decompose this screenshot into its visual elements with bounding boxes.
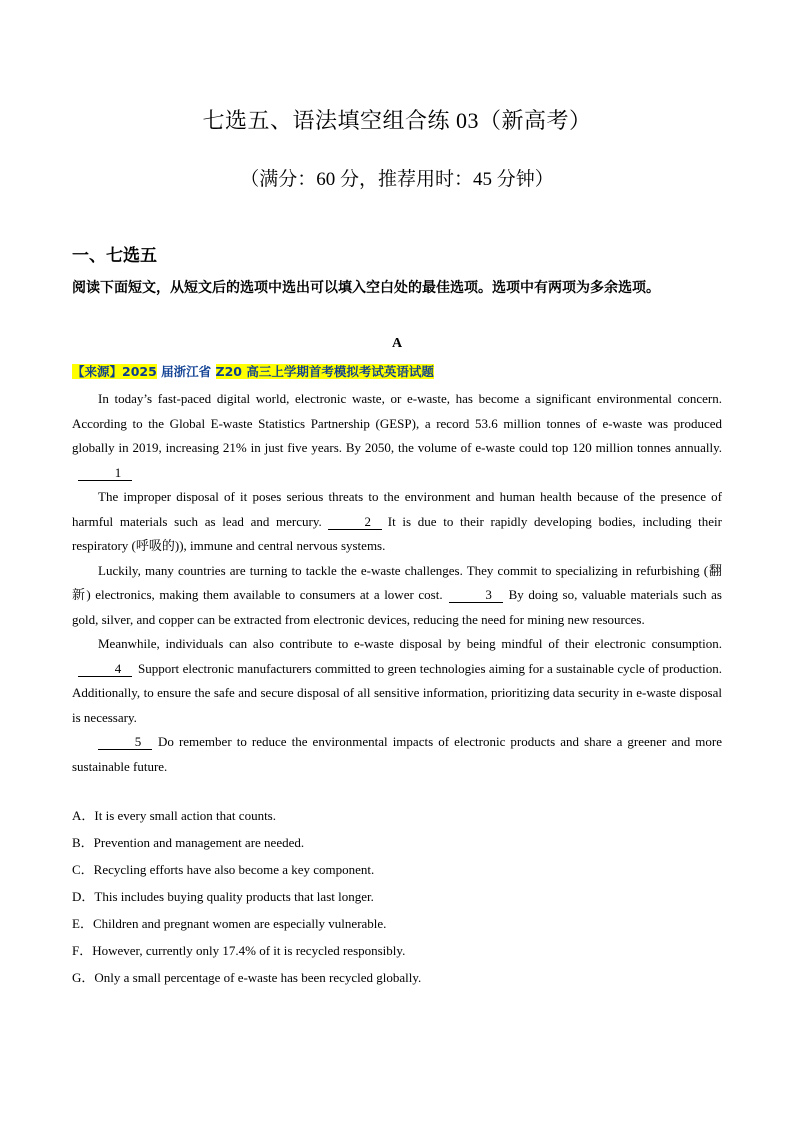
blank-4[interactable]: 4 xyxy=(78,661,132,677)
source-year: 2025 xyxy=(122,364,157,379)
section-heading: 一、七选五 xyxy=(72,246,157,266)
paragraph-3 xyxy=(72,559,722,633)
option-c[interactable] xyxy=(72,859,722,886)
option-text: Only a small percentage of e-waste has been recycled globally. xyxy=(94,970,422,985)
option-letter: A． xyxy=(72,808,95,823)
paragraph-5-text: Do remember to reduce the environmental impacts of electronic products and share a greener and more sustainable future. xyxy=(72,734,722,774)
source-bracket: 【来源】 xyxy=(72,364,123,379)
option-a[interactable] xyxy=(72,805,722,832)
paragraph-4-text-b: Support electronic manufacturers committed to green technologies aiming for a sustainable cycle of production. Additionally, to ensure the safe and secure disposal of all sensitive information, prioritizing data security in e-waste disposal is necessary. xyxy=(72,660,722,725)
blank-2[interactable]: 2 xyxy=(328,514,382,530)
paragraph-3-text-b: By doing so, valuable materials such as gold, silver, and copper can be extracted from electronic devices, reducing the need for mining new resources. xyxy=(72,587,722,627)
option-g[interactable] xyxy=(72,967,722,994)
paragraph-4-text-a: Meanwhile, individuals can also contribute to e-waste disposal by being mindful of their electronic consumption. xyxy=(98,636,722,651)
option-d[interactable] xyxy=(72,886,722,913)
option-text: Recycling efforts have also become a key component. xyxy=(93,862,375,877)
paragraph-1-text: In today’s fast-paced digital world, electronic waste, or e-waste, has become a significant environmental concern. According to the Global E-waste Statistics Partnership (GESP), a record 53.6 million tonnes of e-waste was produced globally in 2019, increasing 21% in just five years. By 2050, the volume of e-waste could top 120 million tonnes annually. xyxy=(72,391,722,455)
section-instructions: 阅读下面短文，从短文后的选项中选出可以填入空白处的最佳选项。选项中有两项为多余选项。 xyxy=(72,280,660,296)
option-text: It is every small action that counts. xyxy=(94,808,276,823)
passage-label: A xyxy=(391,336,403,351)
option-letter: C． xyxy=(72,862,94,877)
option-b[interactable] xyxy=(72,832,722,859)
options-list xyxy=(72,805,722,994)
option-text: However, currently only 17.4% of it is recycled responsibly. xyxy=(92,943,406,958)
option-letter: D． xyxy=(72,889,95,904)
passage-body xyxy=(72,387,722,779)
blank-1[interactable]: 1 xyxy=(78,465,132,481)
source-tail: 高三上学期首考模拟考试英语试题 xyxy=(242,364,434,379)
blank-5[interactable]: 5 xyxy=(98,734,152,750)
passage-source xyxy=(72,362,434,380)
option-letter: F． xyxy=(72,943,93,958)
paragraph-2-text-a: The improper disposal of it poses serious threats to the environment and human health because of the presence of harmful materials such as lead and mercury. xyxy=(72,489,722,529)
paragraph-1 xyxy=(72,387,722,485)
paragraph-2 xyxy=(72,485,722,559)
source-mid: 届浙江省 xyxy=(156,364,216,379)
paragraph-3-text-a: Luckily, many countries are turning to tackle the e-waste challenges. They commit to specializing in refurbishing (翻新) electronics, making them available to consumers at a lower cost. xyxy=(72,562,722,602)
paragraph-4 xyxy=(72,632,722,730)
paragraph-5 xyxy=(72,730,722,779)
option-text: This includes buying quality products that last longer. xyxy=(94,889,374,904)
blank-3[interactable]: 3 xyxy=(449,587,503,603)
page-subtitle: （满分：60 分，推荐用时：45 分钟） xyxy=(240,169,554,190)
option-text: Prevention and management are needed. xyxy=(93,835,305,850)
source-z20: Z20 xyxy=(215,364,242,379)
option-text: Children and pregnant women are especially vulnerable. xyxy=(92,916,387,931)
option-letter: G． xyxy=(72,970,95,985)
page-title: 七选五、语法填空组合练 03（新高考） xyxy=(202,108,592,133)
option-f[interactable] xyxy=(72,940,722,967)
paragraph-2-text-b: It is due to their rapidly developing bodies, including their respiratory (呼吸的)), immune and central nervous systems. xyxy=(72,513,722,553)
option-e[interactable] xyxy=(72,913,722,940)
option-letter: B． xyxy=(72,835,94,850)
option-letter: E． xyxy=(72,916,93,931)
